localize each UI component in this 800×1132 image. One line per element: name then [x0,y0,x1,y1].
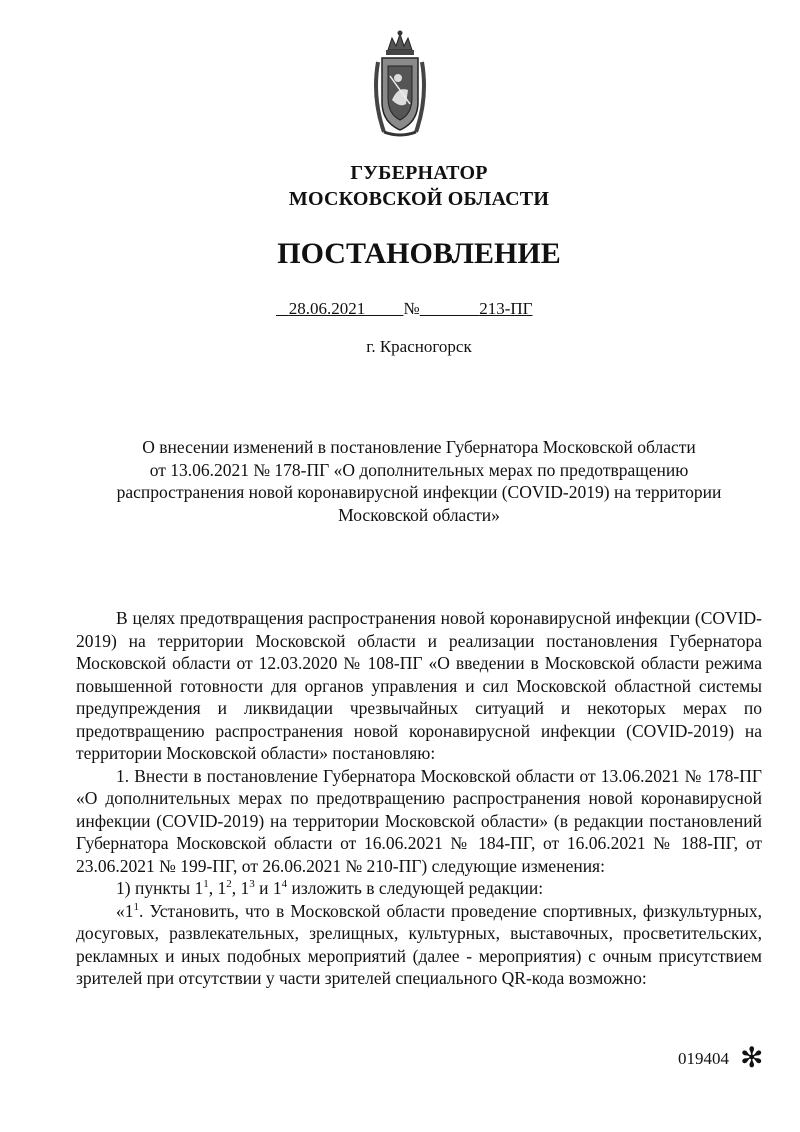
number-field-lead [420,299,480,318]
subject-line-1: О внесении изменений в постановление Губернатора Московской области [142,437,696,457]
subitem-text: , 1 [208,878,227,898]
document-body [76,607,762,990]
date-field-trail [365,299,403,318]
intro-paragraph: В целях предотвращения распространения новой коронавирусной инфекции (COVID-2019) на территории Московской области и реализации постановления Губернатора Московской области от 12.03.2020 № 108-ПГ «О введении в Московской области режима повышенной готовности для органов управления и сил Московской областной системы предупреждения и ликвидации чрезвычайных ситуаций и некоторых мерах по предотвращению распространения новой коронавирусной инфекции (COVID-2019) на территории Московской области» постановляю: [76,608,762,763]
subitem-text: 1) пункты 1 [116,878,204,898]
date-field-lead [276,299,289,318]
number-sign: № [403,299,420,318]
quote-text: «1 [116,900,134,921]
quote-text: . Установить, что в Московской области проведение спортивных, физкультурных, досуговых, развлекательных, зрелищных, культурных, выставочных, просветительских, рекламных и иных подобных мероприятий (далее - мероприятия) с очным присутствием зрителей при отсутствии у части зрителей специального QR-кода возможно: [76,900,762,988]
subject-line-2: от 13.06.2021 № 178-ПГ «О дополнительных мерах по предотвращению [149,459,689,480]
issuer-line-1: ГУБЕРНАТОР [350,162,488,184]
item-1-paragraph: 1. Внести в постановление Губернатора Московской области от 13.06.2021 № 178-ПГ «О дополнительных мерах по предотвращению распространения новой коронавирусной инфекции (COVID-2019) на территории Московской области» (в редакции постановлений Губернатора Московской области от 16.06.2021 № 184-ПГ, от 16.06.2021 № 188-ПГ, от 23.06.2021 № 199-ПГ, от 26.06.2021 № 210-ПГ) следующие изменения: [76,765,762,876]
document-type-heading: ПОСТАНОВЛЕНИЕ [277,237,561,270]
subitem-text: изложить в следующей редакции: [287,878,544,898]
subitem-text: , 1 [231,878,250,898]
superscript: 1 [203,878,209,891]
document-number: 213-ПГ [479,299,533,318]
issue-city: г. Красногорск [366,337,472,356]
superscript: 2 [226,878,232,891]
superscript: 4 [281,878,288,891]
subitem-text: и 1 [254,878,282,898]
document-date: 28.06.2021 [288,299,366,318]
date-number-line [276,298,533,320]
asterisk-mark-icon: ✻ [740,1041,764,1074]
document-subject [70,436,768,526]
subitem-1-paragraph [76,877,762,900]
quoted-paragraph [76,900,762,990]
issuer-title [0,160,800,212]
superscript: 1 [133,900,139,913]
subject-line-4: Московской области» [338,504,500,525]
subject-line-3: распространения новой коронавирусной инфекции (COVID-2019) на территории [116,482,722,502]
superscript: 3 [249,878,255,891]
coat-of-arms-emblem [370,28,430,140]
document-serial-number: 019404 [678,1049,729,1068]
issuer-line-2: МОСКОВСКОЙ ОБЛАСТИ [288,188,550,210]
